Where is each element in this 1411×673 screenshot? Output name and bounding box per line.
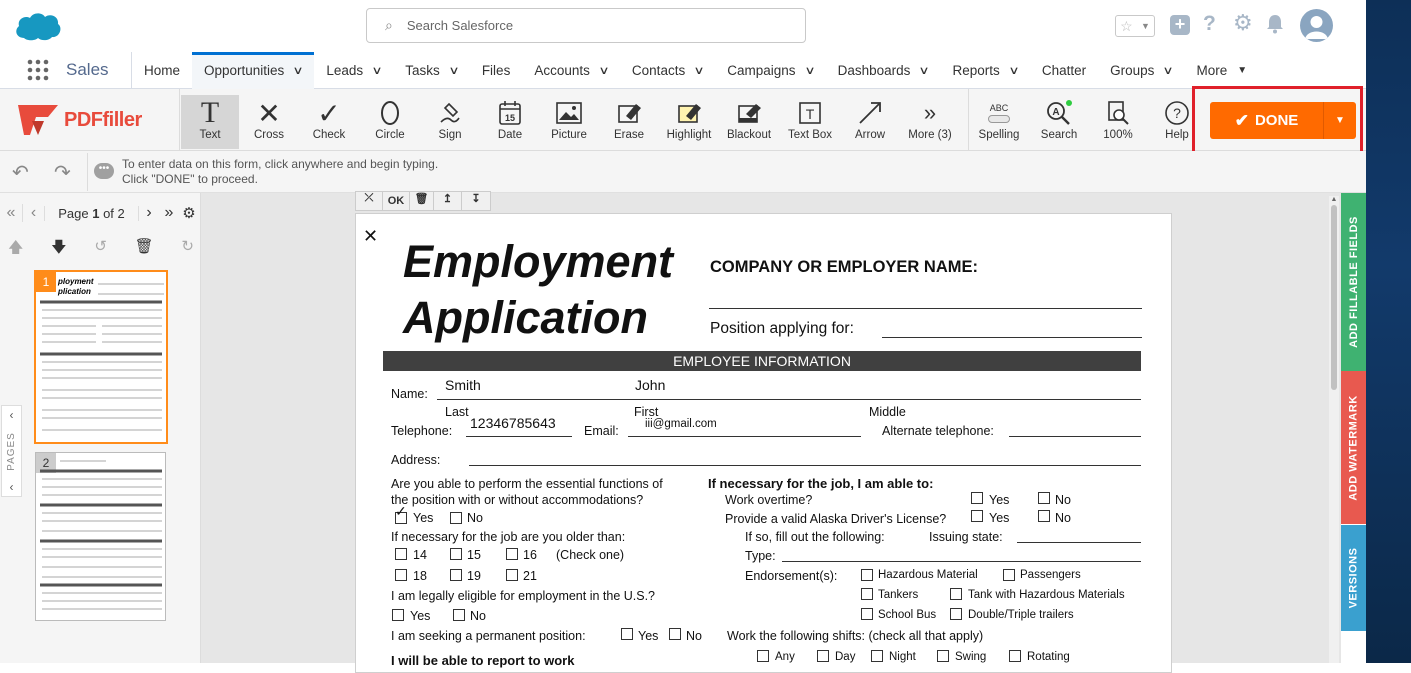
chevron-down-icon[interactable]: ∨ xyxy=(371,64,383,77)
passengers-checkbox[interactable] xyxy=(1003,569,1015,581)
tool-blackout[interactable]: Blackout xyxy=(720,95,778,149)
age-15-label: 15 xyxy=(467,548,481,562)
favorites-star-icon[interactable]: ☆ ▼ xyxy=(1115,15,1155,37)
nav-item-more[interactable] xyxy=(1184,52,1259,89)
help-circle-icon xyxy=(1164,97,1190,129)
no-label: No xyxy=(1055,511,1071,525)
pages-side-label: PAGES xyxy=(6,431,17,471)
nav-item-groups[interactable] xyxy=(1098,52,1184,89)
search-icon: ⌕ xyxy=(385,17,393,33)
eligible-no-checkbox[interactable] xyxy=(453,609,465,621)
bring-front-icon[interactable]: ↥ xyxy=(434,192,462,210)
prev-page-icon[interactable]: ‹ xyxy=(22,204,44,222)
tool-picture[interactable]: Picture xyxy=(540,95,598,149)
toolbar-divider xyxy=(87,153,88,191)
first-name-value[interactable]: John xyxy=(635,377,666,393)
pdffiller-logo-text: PDFfiller xyxy=(64,108,142,131)
pages-collapse-tab[interactable] xyxy=(1,405,22,497)
yes-label: Yes xyxy=(989,511,1010,525)
nav-item-label: Dashboards xyxy=(837,62,911,78)
nav-item-label: Chatter xyxy=(1041,62,1087,78)
position-label: Position applying for: xyxy=(710,320,854,337)
scrollbar-thumb[interactable] xyxy=(1331,205,1337,390)
nav-item-tasks[interactable] xyxy=(393,52,470,89)
age-16-checkbox[interactable] xyxy=(506,548,518,560)
notification-bell-icon[interactable] xyxy=(1266,14,1284,39)
permanent-no-checkbox[interactable] xyxy=(669,628,681,640)
shift-rotating-checkbox[interactable] xyxy=(1009,650,1021,662)
tool-spelling[interactable]: ABC Spelling xyxy=(970,95,1028,149)
doc-mini-toolbar xyxy=(355,191,491,211)
add-watermark-tab[interactable]: ADD WATERMARK xyxy=(1341,371,1366,524)
nav-item-label: Groups xyxy=(1110,62,1155,78)
shift-day-checkbox[interactable] xyxy=(817,650,829,662)
question-essential-2: the position with or without accommodations? xyxy=(391,493,644,507)
thumb-number: 2 xyxy=(36,453,56,473)
age-18-checkbox[interactable] xyxy=(395,569,407,581)
thumb-preview xyxy=(36,453,166,621)
section-header: EMPLOYEE INFORMATION xyxy=(383,351,1141,371)
first-label: First xyxy=(634,405,659,419)
age-21-label: 21 xyxy=(523,569,537,583)
name-field[interactable] xyxy=(437,399,1141,400)
pdffiller-logo xyxy=(18,103,178,137)
nav-item-dashboards[interactable] xyxy=(826,52,941,89)
app-nav-bar xyxy=(0,52,1366,89)
chevron-down-icon[interactable]: ∨ xyxy=(918,64,931,77)
tool-check[interactable]: ✓ Check xyxy=(312,97,346,141)
eraser-icon xyxy=(616,97,642,129)
text-box-icon xyxy=(797,97,823,129)
app-name: Sales xyxy=(66,52,132,89)
yes-label: Yes xyxy=(638,629,659,643)
last-label: Last xyxy=(445,405,469,419)
page-indicator: Page 1 of 2 xyxy=(44,206,139,221)
chevron-down-icon[interactable]: ∨ xyxy=(598,64,610,77)
search-document-icon xyxy=(1045,97,1073,129)
email-field[interactable] xyxy=(628,436,861,437)
age-15-checkbox[interactable] xyxy=(450,548,462,560)
tool-highlight[interactable]: Highlight xyxy=(660,95,718,149)
nav-item-label: Campaigns xyxy=(727,62,796,78)
close-icon[interactable]: ✕ xyxy=(363,226,379,246)
tool-help[interactable]: ? Help xyxy=(1148,95,1206,149)
next-page-icon[interactable]: › xyxy=(146,204,152,221)
chevron-down-icon[interactable]: ∨ xyxy=(693,64,705,77)
avatar[interactable] xyxy=(1300,9,1333,42)
double-triple-checkbox[interactable] xyxy=(950,608,962,620)
middle-label: Middle xyxy=(869,405,906,419)
tool-circle[interactable]: Circle xyxy=(361,95,419,149)
chevron-down-icon[interactable]: ∨ xyxy=(292,64,304,77)
tank-hazmat-checkbox[interactable] xyxy=(950,588,962,600)
overtime-label: Work overtime? xyxy=(725,493,813,507)
chat-bubble-icon: ••• xyxy=(94,163,114,179)
shifts-label: Work the following shifts: (check all that apply) xyxy=(727,629,984,643)
nav-items xyxy=(132,52,1259,89)
shift-any-label: Any xyxy=(775,651,795,663)
vertical-scrollbar[interactable] xyxy=(1329,196,1339,663)
svg-text:A: A xyxy=(1052,107,1060,118)
nav-item-label: Leads xyxy=(326,62,364,78)
page-thumbnail-2[interactable] xyxy=(35,452,166,621)
age-14-label: 14 xyxy=(413,548,427,562)
alt-telephone-label: Alternate telephone: xyxy=(882,424,994,438)
able-to-heading: If necessary for the job, I am able to: xyxy=(708,476,934,491)
done-label: DONE xyxy=(1254,112,1299,129)
company-field[interactable] xyxy=(709,308,1142,309)
tank-hazmat-label: Tank with Hazardous Materials xyxy=(968,589,1125,601)
svg-text:?: ? xyxy=(1173,105,1181,121)
no-label: No xyxy=(470,609,486,623)
nav-item-accounts[interactable] xyxy=(522,52,620,89)
gear-icon[interactable]: ⚙ xyxy=(1233,10,1253,35)
highlighter-icon xyxy=(676,97,702,129)
trash-icon[interactable]: 🗑 xyxy=(134,238,154,255)
rotate-right-icon[interactable]: ↻ xyxy=(181,238,194,255)
check-one-label: (Check one) xyxy=(556,548,625,562)
nav-item-chatter[interactable] xyxy=(1030,52,1098,89)
nav-item-label: Opportunities xyxy=(204,62,285,78)
trash-icon[interactable]: 🗑 xyxy=(410,192,434,210)
shift-night-checkbox[interactable] xyxy=(871,650,883,662)
address-label: Address: xyxy=(391,453,441,467)
shift-night-label: Night xyxy=(889,651,916,663)
blackout-icon xyxy=(736,97,762,129)
gear-icon[interactable]: ⚙ xyxy=(182,205,196,222)
undo-icon[interactable]: ↶ xyxy=(12,162,29,184)
check-icon: ✓ xyxy=(317,97,341,129)
eligible-yes-checkbox[interactable] xyxy=(392,609,404,621)
desktop-background xyxy=(1366,0,1411,663)
age-21-checkbox[interactable] xyxy=(506,569,518,581)
zoom-icon xyxy=(1105,97,1131,129)
nav-item-leads[interactable] xyxy=(314,52,393,89)
versions-tab[interactable]: VERSIONS xyxy=(1341,525,1366,631)
add-fillable-fields-tab[interactable]: ADD FILLABLE FIELDS xyxy=(1341,193,1366,371)
cross-icon: ✕ xyxy=(257,97,281,129)
tool-cross[interactable]: ✕ Cross xyxy=(253,97,285,141)
issuing-state-field[interactable] xyxy=(1017,542,1141,543)
last-name-value[interactable]: Smith xyxy=(445,377,481,393)
pager xyxy=(0,197,201,229)
chevron-down-icon[interactable]: ∨ xyxy=(803,64,816,77)
age-16-label: 16 xyxy=(523,548,537,562)
move-up-icon[interactable]: 🡅 xyxy=(8,239,24,256)
send-back-icon[interactable]: ↧ xyxy=(471,193,481,205)
position-field[interactable] xyxy=(882,337,1142,338)
info-text-line1: To enter data on this form, click anywhere and begin typing. xyxy=(122,157,439,171)
search-placeholder: Search Salesforce xyxy=(406,18,514,33)
tool-date[interactable]: 15 Date xyxy=(481,95,539,149)
select-move-icon[interactable]: ⤫ xyxy=(356,192,383,210)
nav-item-home[interactable] xyxy=(132,52,192,89)
form-title-line1: Employment xyxy=(403,236,674,287)
done-dropdown-icon[interactable]: ▼ xyxy=(1335,115,1345,126)
telephone-value[interactable]: 12346785643 xyxy=(470,415,556,431)
tool-zoom[interactable]: 100% xyxy=(1089,95,1147,149)
type-label: Type: xyxy=(745,549,776,563)
form-title-line2: Application xyxy=(403,292,648,343)
nav-item-contacts[interactable] xyxy=(620,52,715,89)
yes-label: Yes xyxy=(989,493,1010,507)
check-mark-icon: ✓ xyxy=(395,503,407,519)
page-actions xyxy=(8,237,194,262)
info-text-line2: Click "DONE" to proceed. xyxy=(122,172,258,186)
age-19-checkbox[interactable] xyxy=(450,569,462,581)
no-label: No xyxy=(686,629,702,643)
tankers-checkbox[interactable] xyxy=(861,588,873,600)
help-icon[interactable]: ? xyxy=(1203,12,1216,35)
tool-search[interactable]: A Search xyxy=(1030,95,1088,149)
telephone-field[interactable] xyxy=(466,436,572,437)
question-eligible: I am legally eligible for employment in the U.S.? xyxy=(391,589,656,603)
nav-item-label: Accounts xyxy=(534,62,590,78)
type-field[interactable] xyxy=(782,561,1141,562)
question-report: I will be able to report to work xyxy=(391,653,575,668)
tool-more[interactable]: » More (3) xyxy=(901,95,959,149)
age-19-label: 19 xyxy=(467,569,481,583)
no-label: No xyxy=(467,511,483,525)
age-18-label: 18 xyxy=(413,569,427,583)
spelling-toggle-icon: ABC xyxy=(988,97,1010,129)
move-down-icon[interactable]: 🡇 xyxy=(51,239,67,256)
arrow-icon xyxy=(857,97,883,129)
school-bus-checkbox[interactable] xyxy=(861,608,873,620)
tool-sign[interactable]: Sign xyxy=(421,95,479,149)
svg-text:15: 15 xyxy=(504,113,516,123)
nav-item-label: Reports xyxy=(952,62,1000,78)
endorsement-label: Endorsement(s): xyxy=(745,569,838,583)
nav-item-reports[interactable] xyxy=(940,52,1029,89)
question-essential-1: Are you able to perform the essential functions of xyxy=(391,477,663,491)
shift-day-label: Day xyxy=(835,651,856,663)
chevron-down-icon[interactable]: ∨ xyxy=(448,64,460,77)
ok-button[interactable]: OK xyxy=(383,192,410,210)
no-label: No xyxy=(1055,493,1071,507)
salesforce-logo-icon[interactable] xyxy=(14,10,62,42)
sign-pen-icon xyxy=(437,97,463,129)
svg-text:plication: plication xyxy=(58,287,91,296)
address-field[interactable] xyxy=(469,465,1141,466)
tankers-label: Tankers xyxy=(878,589,919,601)
check-icon: ✔ xyxy=(1234,110,1249,130)
school-bus-label: School Bus xyxy=(878,609,937,621)
age-14-checkbox[interactable] xyxy=(395,548,407,560)
shift-swing-label: Swing xyxy=(955,651,987,663)
issuing-state-label: Issuing state: xyxy=(929,530,1003,544)
shift-any-checkbox[interactable] xyxy=(757,650,769,662)
chevron-left-icon: ‹ xyxy=(9,480,14,494)
nav-item-label: More xyxy=(1196,62,1228,78)
passengers-label: Passengers xyxy=(1020,569,1081,581)
svg-text:T: T xyxy=(805,106,815,122)
yes-label: Yes xyxy=(413,511,434,525)
question-age: If necessary for the job are you older than: xyxy=(391,530,626,544)
overtime-no-checkbox[interactable] xyxy=(1038,492,1050,504)
pdffiller-logo-icon xyxy=(18,103,58,137)
last-page-icon[interactable]: » xyxy=(164,204,174,221)
email-value[interactable]: iii@gmail.com xyxy=(645,418,717,430)
chevron-left-icon: ‹ xyxy=(9,408,14,422)
text-tool-icon: T xyxy=(200,96,220,129)
essential-no-checkbox[interactable] xyxy=(450,512,462,524)
telephone-label: Telephone: xyxy=(391,424,453,438)
nav-item-label: Contacts xyxy=(631,62,686,78)
email-label: Email: xyxy=(584,424,619,438)
first-page-icon[interactable]: « xyxy=(6,204,16,221)
license-yes-checkbox[interactable] xyxy=(971,510,983,522)
overtime-yes-checkbox[interactable] xyxy=(971,492,983,504)
chevron-down-icon[interactable]: ∨ xyxy=(1162,64,1175,77)
toolbar-divider xyxy=(179,89,180,151)
redo-icon[interactable]: ↷ xyxy=(54,162,71,184)
chevron-down-icon[interactable]: ▼ xyxy=(1237,64,1248,76)
circle-icon xyxy=(379,97,401,129)
calendar-icon xyxy=(498,97,522,129)
nav-item-label: Home xyxy=(144,62,181,78)
license-label: Provide a valid Alaska Driver's License? xyxy=(725,512,947,526)
nav-item-label: Tasks xyxy=(405,62,440,78)
scroll-up-icon[interactable]: ▲ xyxy=(1330,196,1338,203)
nav-item-campaigns[interactable] xyxy=(715,52,825,89)
shift-swing-checkbox[interactable] xyxy=(937,650,949,662)
search-input[interactable] xyxy=(366,8,806,43)
nav-item-opportunities[interactable] xyxy=(192,52,314,89)
add-icon[interactable]: + xyxy=(1170,15,1190,35)
chevrons-right-icon: » xyxy=(923,100,937,125)
permanent-yes-checkbox[interactable] xyxy=(621,628,633,640)
name-label: Name: xyxy=(391,387,428,401)
license-no-checkbox[interactable] xyxy=(1038,510,1050,522)
tool-text[interactable]: T Text xyxy=(181,95,239,149)
done-button[interactable] xyxy=(1210,102,1356,139)
svg-text:ployment: ployment xyxy=(58,277,94,286)
yes-label: Yes xyxy=(410,609,431,623)
alt-telephone-field[interactable] xyxy=(1009,436,1141,437)
thumb-preview xyxy=(36,272,166,442)
company-label: COMPANY OR EMPLOYER NAME: xyxy=(710,258,978,276)
hazmat-checkbox[interactable] xyxy=(861,569,873,581)
question-permanent: I am seeking a permanent position: xyxy=(391,629,586,643)
global-header xyxy=(0,0,1366,52)
rotate-left-icon[interactable]: ↺ xyxy=(94,238,107,255)
picture-icon xyxy=(556,97,582,129)
if-so-label: If so, fill out the following: xyxy=(745,530,885,544)
hazmat-label: Hazardous Material xyxy=(878,569,978,581)
tool-erase[interactable]: Erase xyxy=(600,95,658,149)
app-launcher-icon[interactable] xyxy=(14,59,62,81)
nav-item-files[interactable] xyxy=(470,52,523,89)
chevron-down-icon[interactable]: ∨ xyxy=(1008,64,1020,77)
tool-arrow[interactable]: Arrow xyxy=(841,95,899,149)
toolbar-divider xyxy=(968,89,969,151)
shift-rotating-label: Rotating xyxy=(1027,651,1070,663)
page-thumbnail-1[interactable] xyxy=(34,270,168,444)
thumb-number: 1 xyxy=(36,272,56,292)
tool-text-box[interactable]: T Text Box xyxy=(780,95,840,149)
double-triple-label: Double/Triple trailers xyxy=(968,609,1074,621)
nav-item-label: Files xyxy=(481,62,511,78)
